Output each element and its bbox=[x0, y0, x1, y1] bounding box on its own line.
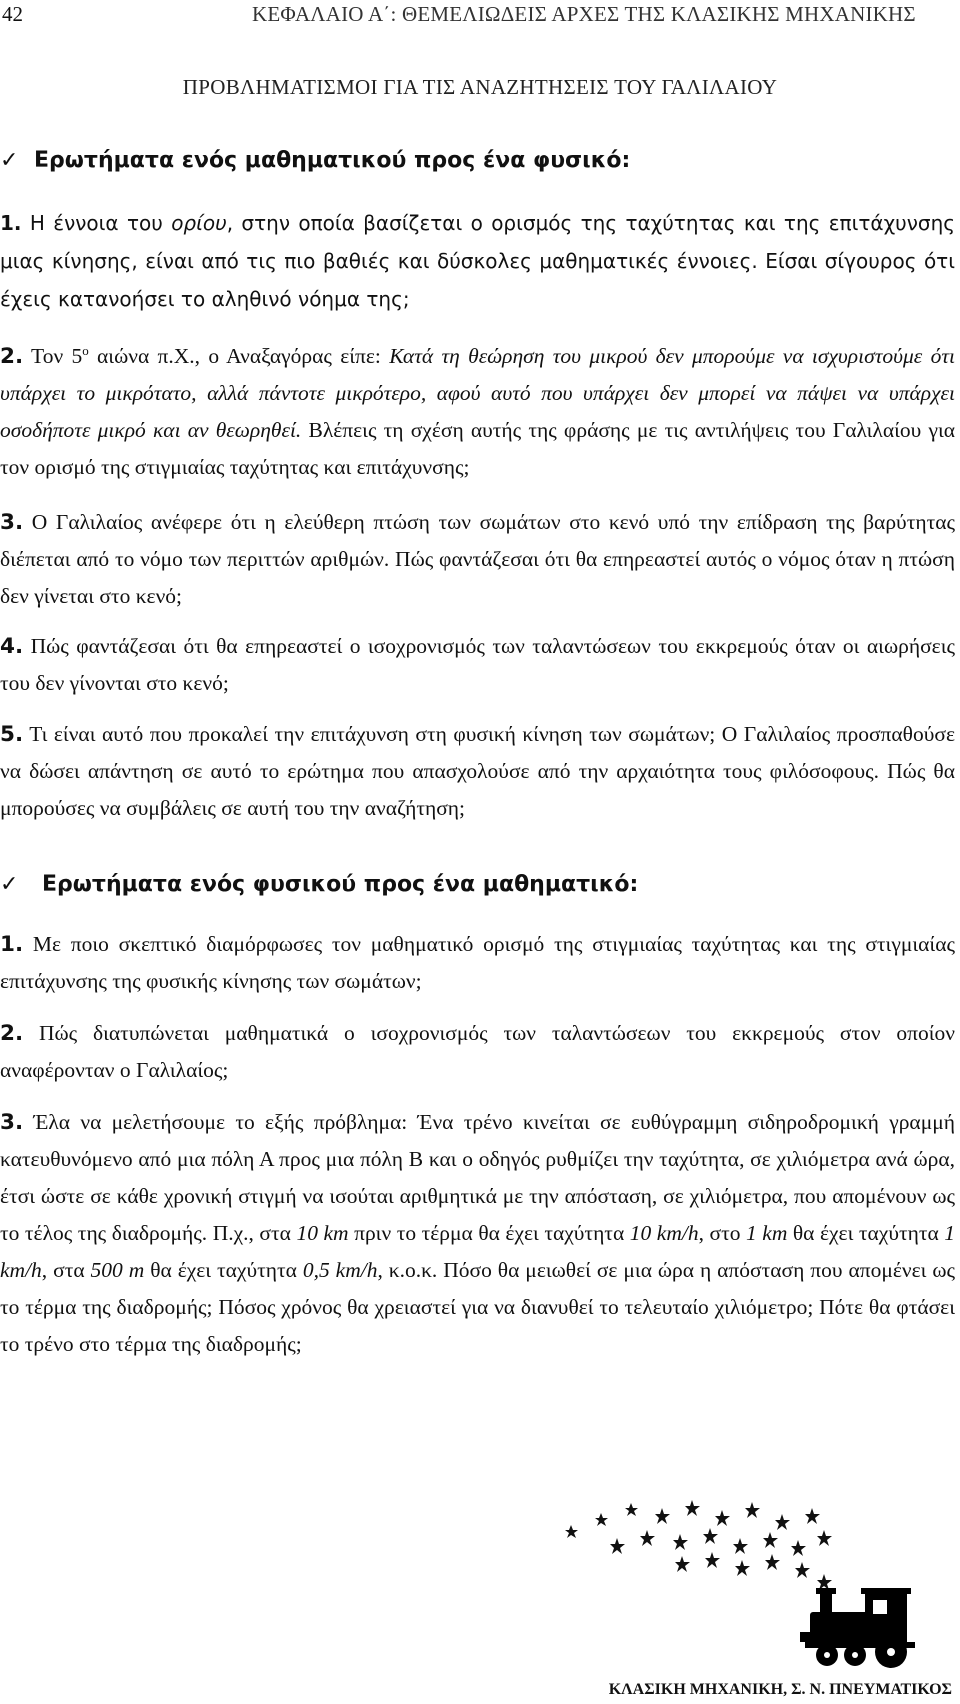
question-text: , στο bbox=[698, 1221, 746, 1245]
value-italic: 10 km bbox=[296, 1221, 349, 1245]
section-title: ΠΡΟΒΛΗΜΑΤΙΣΜΟΙ ΓΙΑ ΤΙΣ ΑΝΑΖΗΤΗΣΕΙΣ ΤΟΥ ΓΑΛΙΛΑΙΟΥ bbox=[182, 75, 778, 99]
question-number: 3. bbox=[0, 1110, 24, 1135]
page-number: 42 bbox=[2, 2, 23, 26]
question-text: Τον 5 bbox=[23, 344, 83, 369]
question-number: 2. bbox=[0, 1021, 24, 1046]
running-title: ΚΕΦΑΛΑΙΟ Α΄: ΘΕΜΕΛΙΩΔΕΙΣ ΑΡΧΕΣ ΤΗΣ ΚΛΑΣΙΚΗΣ ΜΗΧΑΝΙΚΗΣ bbox=[252, 2, 916, 26]
value-italic: 10 km/h bbox=[629, 1221, 699, 1245]
question-text: Έλα να μελετήσουμε το εξής πρόβλημα: Ένα τρένο κινείται σε ευθύγραμμη σιδηροδρομική γραμμή κατευθυνόμενο από μια πόλη Α προς μια πόλη Β και ο οδηγός ρυθμίζει την ταχύτητα, σε χιλιόμετρα ανά ώρα, έτσι ώστε σε κάθε χρονική στιγμή να ισούται αριθμητικά με την απόσταση, σε χιλιόμετρα, που απομένουν ως το τέλος της διαδρομής. Π.χ., στα bbox=[0, 1110, 955, 1245]
question-2-1 bbox=[0, 926, 955, 1000]
page-header bbox=[0, 2, 960, 32]
question-text: πριν το τέρμα θα έχει ταχύτητα bbox=[348, 1221, 630, 1245]
checkmark-icon: ✓ bbox=[0, 148, 19, 173]
value-italic: 1 km/h bbox=[0, 1221, 956, 1282]
question-number: 5. bbox=[0, 722, 24, 747]
question-text: Τι είναι αυτό που προκαλεί την επιτάχυνση στη φυσική κίνηση των σωμάτων; Ο Γαλιλαίος προσπαθούσε να δώσει απάντηση σε αυτό το ερώτημα που απασχολούσε από την αρχαιότητα τους φιλόσοφους. Πώς θα μπορούσες να συμβάλεις σε αυτή του την αναζήτηση; bbox=[0, 722, 955, 820]
question-number: 3. bbox=[0, 510, 24, 535]
question-number: 4. bbox=[0, 634, 24, 659]
value-italic: 0,5 km/h bbox=[302, 1258, 378, 1282]
question-number: 1. bbox=[0, 932, 24, 957]
question-1-2 bbox=[0, 332, 955, 486]
question-text: Με ποιο σκεπτικό διαμόρφωσες τον μαθηματικό ορισμό της στιγμιαίας ταχύτητας και της στιγμιαίας επιτάχυνσης της φυσικής κίνησης των σωμάτων; bbox=[0, 932, 955, 993]
question-1-3 bbox=[0, 504, 955, 615]
question-number: 1. bbox=[0, 211, 22, 235]
quote-italic: Κατά τη θεώρηση του μικρού δεν μπορούμε να ισχυριστούμε ότι υπάρχει το μικρότατο, αλλά πάντοτε μικρότερο, αφού αυτό που υπάρχει δεν μπορεί να πάψει να υπάρχει οσοδήποτε μικρό και αν θεωρηθεί. bbox=[0, 344, 955, 443]
superscript: ο bbox=[82, 343, 89, 358]
question-text: Βλέπεις τη σχέση αυτής της φράσης με τις αντιλήψεις του Γαλιλαίου για τον ορισμό της στιγμιαίας ταχύτητας και επιτάχυνσης; bbox=[0, 418, 955, 480]
question-1-1 bbox=[0, 204, 955, 318]
question-text: , κ.ο.κ. Πόσο θα μειωθεί σε μια ώρα η απόσταση που απομένει ως το τέρμα της διαδρομής; Πόσος χρόνος θα χρειαστεί για να διανυθεί το τελευταίο χιλιόμετρο; Πότε θα φτάσει το τρένο στο τέρμα της διαδρομής; bbox=[0, 1258, 956, 1356]
heading-text: Ερωτήματα ενός φυσικού προς ένα μαθηματικό: bbox=[42, 872, 639, 897]
train-illustration bbox=[555, 1500, 955, 1680]
question-number: 2. bbox=[0, 344, 24, 370]
question-text: θα έχει ταχύτητα bbox=[144, 1258, 303, 1282]
value-italic: 500 m bbox=[90, 1258, 145, 1282]
checkmark-icon: ✓ bbox=[0, 872, 19, 897]
question-2-3 bbox=[0, 1104, 955, 1363]
question-1-5 bbox=[0, 716, 955, 827]
heading-text: Ερωτήματα ενός μαθηματικού προς ένα φυσικό: bbox=[34, 148, 631, 173]
question-text: θα έχει ταχύτητα bbox=[787, 1221, 945, 1245]
question-1-4 bbox=[0, 628, 955, 702]
question-2-2 bbox=[0, 1015, 955, 1089]
question-text: , στην οποία βασίζεται ο ορισμός της ταχύτητας και της επιτάχυνσης μιας κίνησης, είναι από τις πιο βαθιές και δύσκολες μαθηματικές έννοιες. Είσαι σίγουρος ότι έχεις κατανοήσει το αληθινό νόημα της; bbox=[0, 211, 955, 311]
question-text: Ο Γαλιλαίος ανέφερε ότι η ελεύθερη πτώση των σωμάτων στο κενό υπό την επίδραση της βαρύτητας διέπεται από το νόμο των περιττών αριθμών. Πώς φαντάζεσαι ότι θα επηρεαστεί αυτός ο νόμος όταν η πτώση δεν γίνεται στο κενό; bbox=[0, 510, 955, 608]
question-text: , στα bbox=[41, 1258, 91, 1282]
value-italic: 1 km bbox=[746, 1221, 788, 1245]
question-text: Πώς διατυπώνεται μαθηματικά ο ισοχρονισμός των ταλαντώσεων του εκκρεμούς στον οποίον αναφέρονταν ο Γαλιλαίος; bbox=[0, 1021, 955, 1082]
heading-physicist-to-math bbox=[0, 872, 638, 897]
page-footer: ΚΛΑΣΙΚΗ ΜΗΧΑΝΙΚΗ, Σ. Ν. ΠΝΕΥΜΑΤΙΚΟΣ bbox=[608, 1681, 952, 1698]
question-text: Πώς φαντάζεσαι ότι θα επηρεαστεί ο ισοχρονισμός των ταλαντώσεων του εκκρεμούς όταν οι αιωρήσεις του δεν γίνονται στο κενό; bbox=[0, 634, 955, 695]
question-text: Η έννοια του bbox=[21, 211, 172, 235]
question-text-italic: ορίου bbox=[171, 211, 227, 235]
stars-cloud bbox=[565, 1500, 832, 1590]
question-text: αιώνα π.Χ., ο Αναξαγόρας είπε: bbox=[88, 344, 390, 369]
heading-math-to-physicist bbox=[0, 148, 630, 173]
